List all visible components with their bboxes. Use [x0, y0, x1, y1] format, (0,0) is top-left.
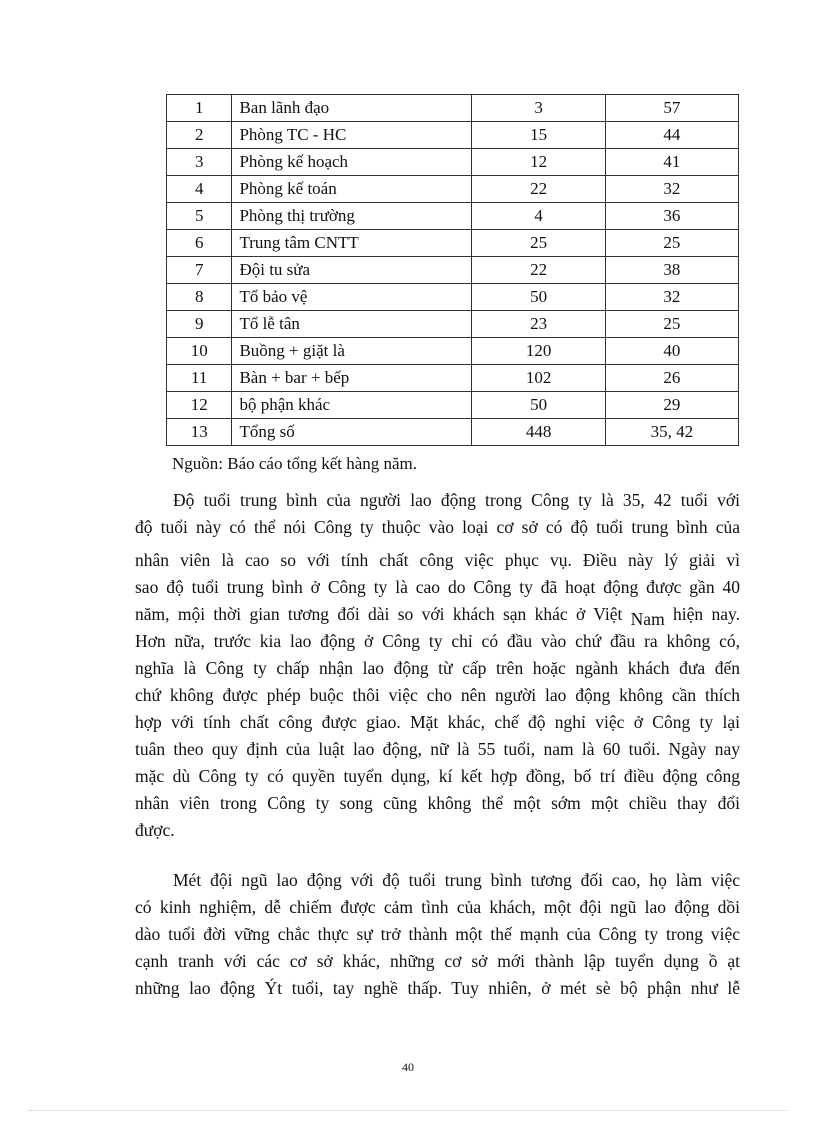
paragraph-line: hợp với tính chất công được giao. Mặt khác, chế độ nghỉ việc ở Công ty lại: [135, 712, 740, 732]
department-cell: Bàn + bar + bếp: [232, 365, 472, 392]
staff-age-table: [166, 94, 739, 446]
staff-count-cell: 448: [472, 419, 605, 446]
line-segment: hiện nay.: [673, 604, 741, 624]
staff-count-cell: 50: [472, 392, 605, 419]
staff-count-cell: 3: [472, 95, 605, 122]
paragraph-line: cạnh tranh với các cơ sở khác, những cơ sở mới thành lập tuyển dụng ồ ạt: [135, 951, 740, 971]
department-cell: Tổ lễ tân: [232, 311, 472, 338]
staff-count-cell: 23: [472, 311, 605, 338]
staff-count-cell: 22: [472, 176, 605, 203]
row-number-cell: 12: [167, 392, 232, 419]
table-row: [167, 284, 739, 311]
department-cell: Buồng + giặt là: [232, 338, 472, 365]
average-age-cell: 25: [605, 230, 738, 257]
line-segment: năm, mội thời gian tương đối dài so với khách sạn khác ở Việt: [135, 604, 623, 624]
average-age-cell: 44: [605, 122, 738, 149]
average-age-cell: 32: [605, 176, 738, 203]
row-number-cell: 2: [167, 122, 232, 149]
average-age-cell: 25: [605, 311, 738, 338]
paragraph-line: [135, 601, 740, 628]
table-row: [167, 203, 739, 230]
paragraph-1: [135, 487, 740, 844]
paragraph-line: Độ tuổi trung bình của người lao động trong Công ty là 35, 42 tuổi với: [173, 490, 740, 510]
department-cell: Đội tu sửa: [232, 257, 472, 284]
staff-count-cell: 4: [472, 203, 605, 230]
average-age-cell: 40: [605, 338, 738, 365]
paragraph-line: dào tuổi đời vững chắc thực sự trở thành một thế mạnh của Công ty trong việc: [135, 924, 740, 944]
row-number-cell: 3: [167, 149, 232, 176]
row-number-cell: 8: [167, 284, 232, 311]
paragraph-line: Hơn nữa, trước kia lao động ở Công ty chỉ có đầu vào chứ đầu ra không có,: [135, 631, 740, 651]
table-source-note: Nguồn: Báo cáo tổng kết hàng năm.: [172, 454, 418, 473]
department-cell: Phòng kế toán: [232, 176, 472, 203]
staff-count-cell: 12: [472, 149, 605, 176]
paragraph-line: nhân viên trong Công ty song cũng không thể một sớm một chiều thay đổi: [135, 793, 740, 813]
table-row: [167, 176, 739, 203]
department-cell: Phòng kế hoạch: [232, 149, 472, 176]
department-cell: Tổ bảo vệ: [232, 284, 472, 311]
paragraph-line: tuân theo quy định của luật lao động, nữ là 55 tuổi, nam là 60 tuổi. Ngày nay: [135, 739, 740, 759]
table-body: [167, 95, 739, 446]
average-age-cell: 36: [605, 203, 738, 230]
department-cell: bộ phận khác: [232, 392, 472, 419]
average-age-cell: 32: [605, 284, 738, 311]
paragraph-2: [135, 867, 740, 1002]
paragraph-line: những lao động Ýt tuổi, tay nghề thấp. Tuy nhiên, ở mét sè bộ phận như lễ: [135, 978, 740, 998]
lowered-word: Nam: [630, 609, 665, 629]
staff-count-cell: 102: [472, 365, 605, 392]
average-age-cell: 29: [605, 392, 738, 419]
table-row: [167, 338, 739, 365]
paragraph-line: Mét đội ngũ lao động với độ tuổi trung bình tương đối cao, họ làm việc: [173, 870, 740, 890]
row-number-cell: 9: [167, 311, 232, 338]
department-cell: Ban lãnh đạo: [232, 95, 472, 122]
table-row: [167, 392, 739, 419]
table-row: [167, 311, 739, 338]
staff-count-cell: 15: [472, 122, 605, 149]
department-cell: Phòng thị trường: [232, 203, 472, 230]
paragraph-line: nhân viên là cao so với tính chất công việc phục vụ. Điều này lý giải vì: [135, 550, 740, 570]
table-row: [167, 149, 739, 176]
staff-count-cell: 120: [472, 338, 605, 365]
table-row: [167, 419, 739, 446]
table-row: [167, 95, 739, 122]
paragraph-line: độ tuổi này có thể nói Công ty thuộc vào loại cơ sở có độ tuổi trung bình của: [135, 517, 740, 537]
row-number-cell: 7: [167, 257, 232, 284]
paragraph-line: mặc dù Công ty có quyền tuyển dụng, kí kết hợp đồng, bố trí điều động công: [135, 766, 740, 786]
average-age-cell: 26: [605, 365, 738, 392]
average-age-cell: 57: [605, 95, 738, 122]
department-cell: Trung tâm CNTT: [232, 230, 472, 257]
average-age-cell: 35, 42: [605, 419, 738, 446]
row-number-cell: 10: [167, 338, 232, 365]
paragraph-line: sao độ tuổi trung bình ở Công ty là cao do Công ty đã hoạt động được gần 40: [135, 577, 740, 597]
table-row: [167, 230, 739, 257]
average-age-cell: 41: [605, 149, 738, 176]
department-cell: Phòng TC - HC: [232, 122, 472, 149]
staff-count-cell: 22: [472, 257, 605, 284]
row-number-cell: 4: [167, 176, 232, 203]
staff-count-cell: 50: [472, 284, 605, 311]
table-row: [167, 365, 739, 392]
page-number: 40: [402, 1060, 414, 1074]
row-number-cell: 5: [167, 203, 232, 230]
table-row: [167, 122, 739, 149]
paragraph-line: chứ không được phép buộc thôi việc cho nên người lao động không cần thích: [135, 685, 740, 705]
table-row: [167, 257, 739, 284]
row-number-cell: 13: [167, 419, 232, 446]
staff-count-cell: 25: [472, 230, 605, 257]
page-bottom-rule: [28, 1110, 788, 1111]
average-age-cell: 38: [605, 257, 738, 284]
paragraph-line: được.: [135, 820, 175, 840]
paragraph-line: nghĩa là Công ty chấp nhận lao động từ cấp trên hoặc ngành khách đưa đến: [135, 658, 740, 678]
row-number-cell: 11: [167, 365, 232, 392]
department-cell: Tổng số: [232, 419, 472, 446]
row-number-cell: 6: [167, 230, 232, 257]
paragraph-line: có kinh nghiệm, dễ chiếm được cảm tình của khách, một đội ngũ lao động dồi: [135, 897, 740, 917]
row-number-cell: 1: [167, 95, 232, 122]
